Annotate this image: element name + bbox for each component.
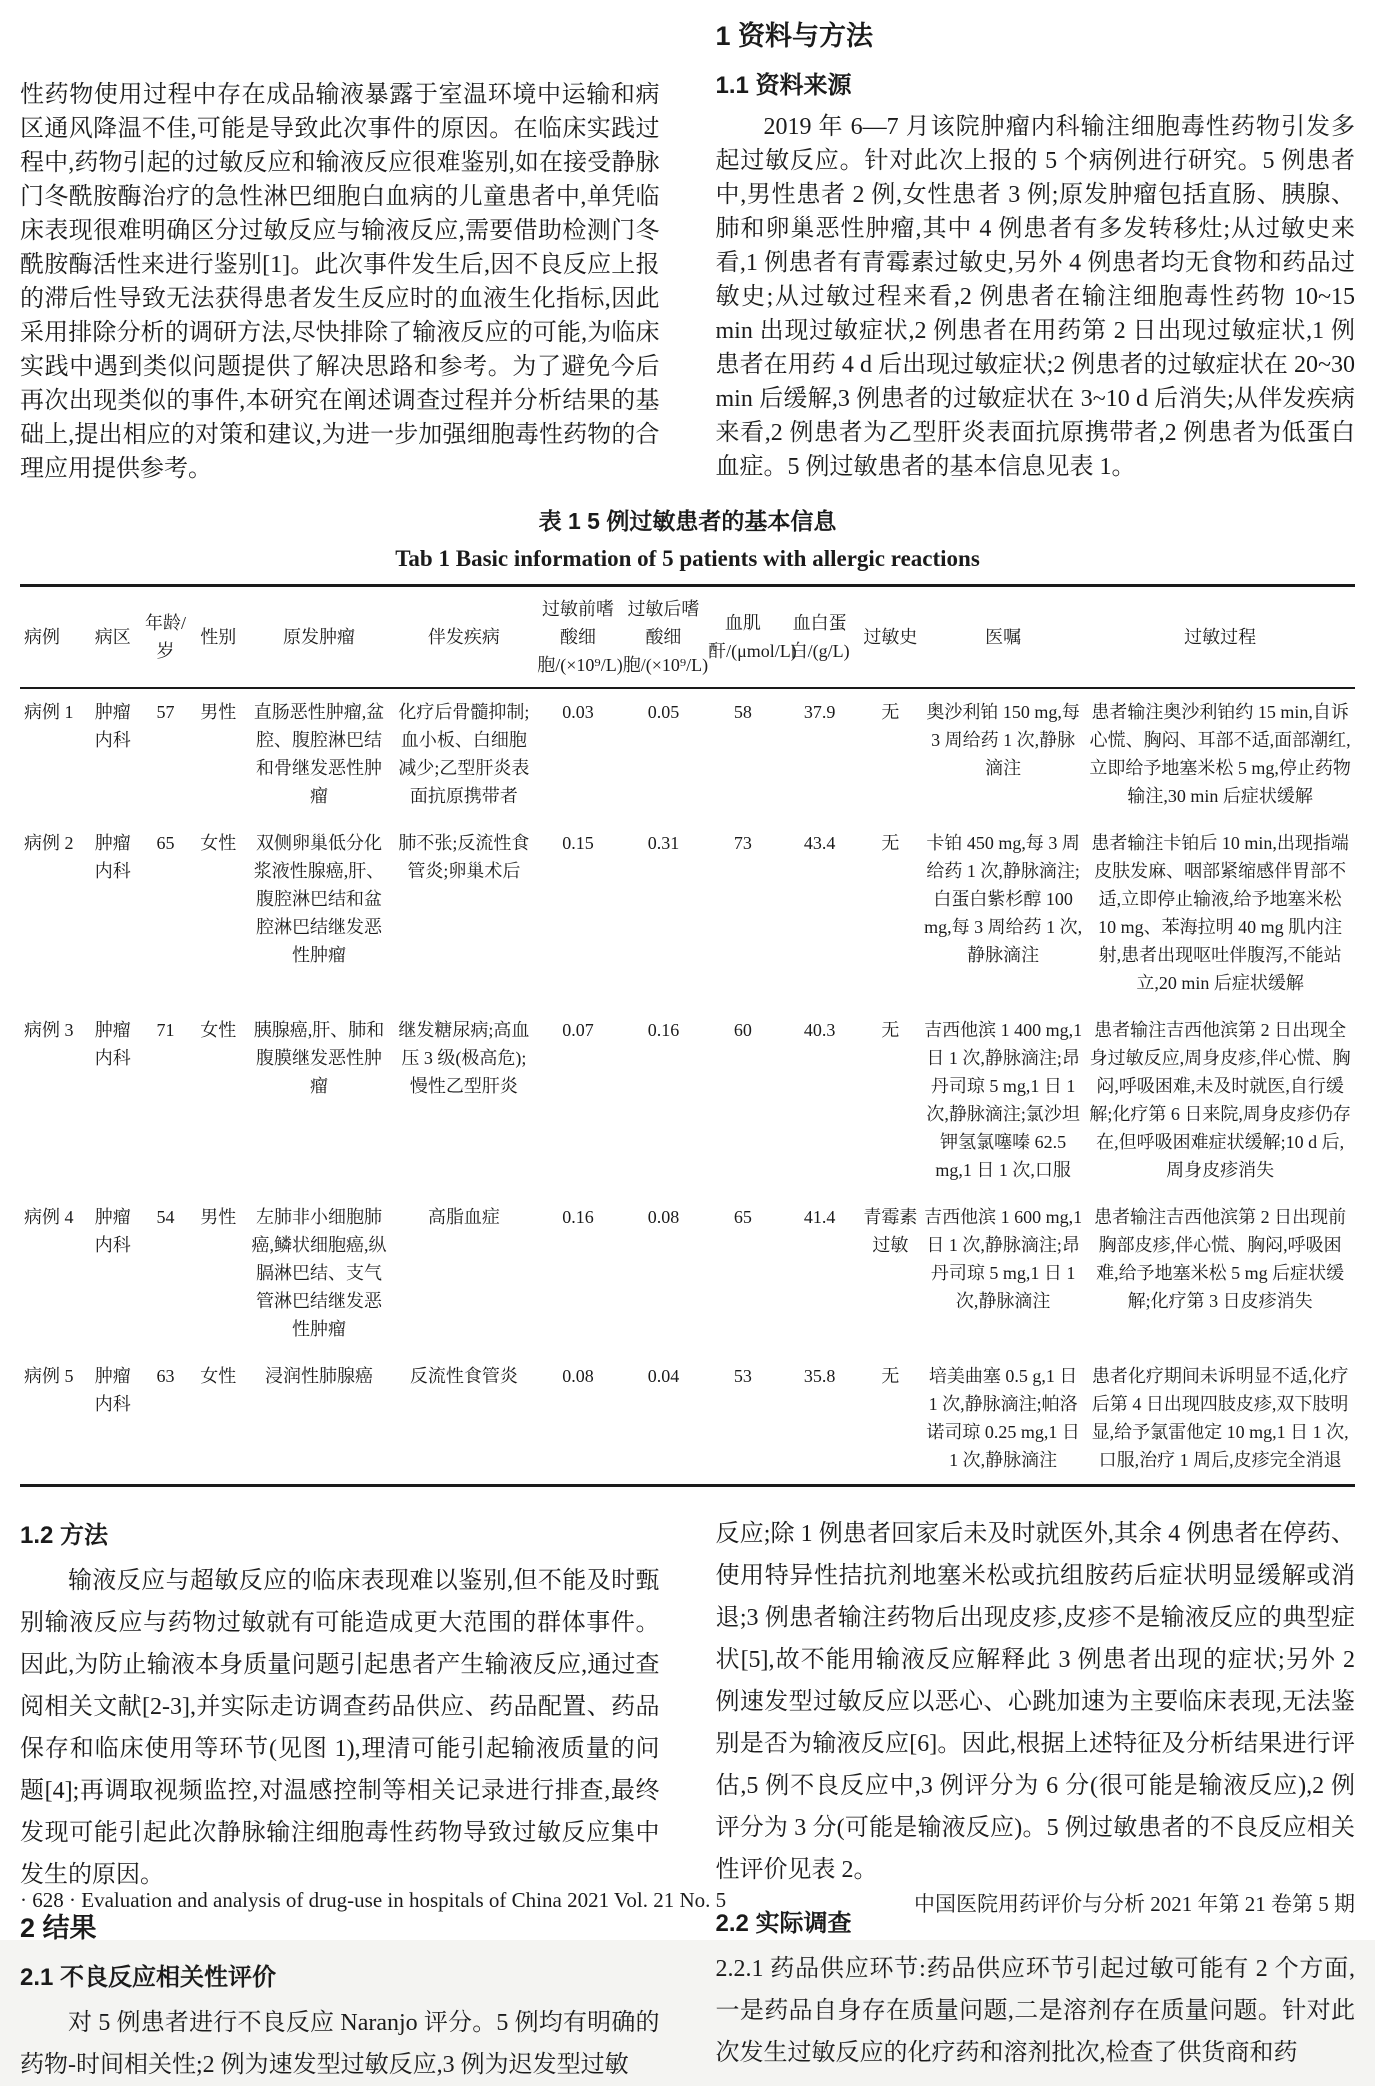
table-cell: 53	[733, 1366, 752, 1386]
column-header: 过敏前嗜酸细胞/(×10⁹/L)	[535, 586, 620, 689]
table-cell: 患者输注奥沙利铂约 15 min,自诉心慌、胸闷、耳部不适,面部潮红,立即给予地塞米松 5 mg,停止药物输注,30 min 后症状缓解	[1089, 702, 1351, 806]
bottom-two-columns	[20, 1513, 1355, 2086]
column-header: 过敏过程	[1085, 586, 1355, 689]
table-row	[20, 1194, 1355, 1353]
table-cell: 男性	[200, 702, 237, 722]
table-caption-english: Tab 1 Basic information of 5 patients with allergic reactions	[395, 546, 980, 571]
method-paragraph: 输液反应与超敏反应的临床表现难以鉴别,但不能及时甄别输液反应与药物过敏就有可能造成更大范围的群体事件。因此,为防止输液本身质量问题引起患者产生输液反应,通过查阅相关文献[2-3],并实际走访调查药品供应、药品配置、药品保存和临床使用等环节(见图 1),理清可能引起输液质量的问题[4];再调取视频监控,对温感控制等相关记录进行排查,最终发现可能引起此次静脉输注细胞毒性药物导致过敏反应集中发生的原因。	[20, 1568, 660, 1888]
column-header: 过敏史	[860, 586, 921, 689]
section-heading-data-source: 1.1 资料来源	[715, 72, 852, 99]
column-header: 病区	[85, 586, 140, 689]
table-cell: 浸润性肺腺癌	[265, 1366, 374, 1386]
table-cell: 男性	[200, 1207, 237, 1227]
table-cell: 65	[156, 833, 175, 853]
table-caption-chinese: 表 1 5 例过敏患者的基本信息	[538, 508, 837, 534]
column-header: 原发肿瘤	[246, 586, 393, 689]
column-header: 血白蛋白/(g/L)	[780, 586, 860, 689]
intro-continuation-paragraph: 性药物使用过程中存在成品输液暴露于室温环境中运输和病区通风降温不佳,可能是导致此次事件的原因。在临床实践过程中,药物引起的过敏反应和输液反应很难鉴别,如在接受静脉门冬酰胺酶治疗的急性淋巴细胞白血病的儿童患者中,单凭临床表现很难明确区分过敏反应与输液反应,需要借助检测门冬酰胺酶活性来进行鉴别[1]。此次事件发生后,因不良反应上报的滞后性导致无法获得患者发生反应时的血液生化指标,因此采用排除分析的调研方法,尽快排除了输液反应的可能,为临床实践中遇到类似问题提供了解决思路和参考。为了避免今后再次出现类似的事件,本研究在阐述调查过程并分析结果的基础上,提出相应的对策和建议,为进一步加强细胞毒性药物的合理应用提供参考。	[20, 82, 660, 482]
table-cell: 病例 2	[24, 833, 74, 853]
table-cell: 0.04	[647, 1366, 680, 1386]
left-column-top	[20, 14, 660, 486]
table-cell: 青霉素过敏	[863, 1207, 918, 1255]
footer-page-info-english: · 628 · Evaluation and analysis of drug-use in hospitals of China 2021 Vol. 21 No. 5	[20, 1888, 727, 1912]
table-cell: 0.07	[562, 1020, 594, 1040]
column-header: 伴发疾病	[392, 586, 535, 689]
table-cell: 65	[733, 1207, 752, 1227]
adr-evaluation-paragraph: 对 5 例患者进行不良反应 Naranjo 评分。5 例均有明确的药物-时间相关性;2 例为速发型过敏反应,3 例为迟发型过敏	[20, 2010, 660, 2078]
section-heading-survey: 2.2 实际调查	[715, 1910, 852, 1937]
table-cell: 肿瘤内科	[94, 1207, 131, 1255]
section-heading-materials-methods: 1 资料与方法	[715, 21, 874, 51]
table-cell: 患者输注卡铂后 10 min,出现指端皮肤发麻、咽部紧缩感伴胃部不适,立即停止输液,给予地塞米松 10 mg、苯海拉明 40 mg 肌内注射,患者出现呕吐伴腹泻,不能站立,20 min 后症状缓解	[1091, 833, 1349, 993]
table-cell: 肿瘤内科	[94, 702, 131, 750]
table-cell: 双侧卵巢低分化浆液性腺癌,肝、腹腔淋巴结和盆腔淋巴结继发恶性肿瘤	[253, 833, 385, 965]
table-cell: 化疗后骨髓抑制;血小板、白细胞减少;乙型肝炎表面抗原携带者	[398, 702, 530, 806]
table-cell: 54	[156, 1207, 175, 1227]
table-cell: 培美曲塞 0.5 g,1 日 1 次,静脉滴注;帕洛诺司琼 0.25 mg,1 日 1 次,静脉滴注	[926, 1366, 1080, 1470]
column-header: 医嘱	[921, 586, 1085, 689]
drug-supply-paragraph: 2.2.1 药品供应环节:药品供应环节引起过敏可能有 2 个方面,一是药品自身存在质量问题,二是溶剂存在质量问题。针对此次发生过敏反应的化疗药和溶剂批次,检查了供货商和药	[715, 1956, 1355, 2066]
column-header: 年龄/岁	[140, 586, 191, 689]
table-cell: 35.8	[803, 1366, 836, 1386]
table-cell: 0.16	[562, 1207, 594, 1227]
table-cell: 患者输注吉西他滨第 2 日出现全身过敏反应,周身皮疹,伴心慌、胸闷,呼吸困难,未及时就医,自行缓解;化疗第 6 日来院,周身皮疹仍存在,但呼吸困难症状缓解;10 d 后,周身皮疹消失	[1089, 1020, 1351, 1180]
left-column-bottom	[20, 1513, 660, 2086]
table-cell: 63	[156, 1366, 175, 1386]
table-cell: 反流性食管炎	[409, 1366, 518, 1386]
table-cell: 女性	[200, 1366, 237, 1386]
table-cell: 患者化疗期间未诉明显不适,化疗后第 4 日出现四肢皮疹,双下肢明显,给予氯雷他定 10 mg,1 日 1 次,口服,治疗 1 周后,皮疹完全消退	[1091, 1366, 1349, 1470]
table-cell: 0.15	[562, 833, 594, 853]
table-cell: 女性	[200, 1020, 237, 1040]
column-header: 过敏后嗜酸细胞/(×10⁹/L)	[621, 586, 706, 689]
table-cell: 73	[733, 833, 752, 853]
table-cell: 0.03	[562, 702, 594, 722]
table-cell: 胰腺癌,肝、肺和腹膜继发恶性肿瘤	[253, 1020, 385, 1096]
footer-journal-info-chinese: 中国医院用药评价与分析 2021 年第 21 卷第 5 期	[914, 1892, 1355, 1916]
page-footer	[20, 1888, 1355, 1918]
table-cell: 高脂血症	[427, 1207, 500, 1227]
top-two-columns	[20, 14, 1355, 486]
table-cell: 继发糖尿病;高血压 3 级(极高危);慢性乙型肝炎	[398, 1020, 530, 1096]
table-row	[20, 1353, 1355, 1486]
right-column-bottom	[716, 1513, 1356, 2086]
table-cell: 肿瘤内科	[94, 1020, 131, 1068]
table-cell: 0.08	[647, 1207, 680, 1227]
column-header: 性别	[191, 586, 246, 689]
table-row	[20, 1007, 1355, 1194]
table-body	[20, 688, 1355, 1486]
patients-basic-info-table	[20, 584, 1355, 1487]
table-cell: 肿瘤内科	[94, 833, 131, 881]
table-cell: 左肺非小细胞肺癌,鳞状细胞癌,纵膈淋巴结、支气管淋巴结继发恶性肿瘤	[251, 1207, 387, 1339]
table-cell: 41.4	[803, 1207, 836, 1227]
table-cell: 无	[881, 833, 900, 853]
table-row	[20, 820, 1355, 1007]
adr-continuation-paragraph: 反应;除 1 例患者回家后未及时就医外,其余 4 例患者在停药、使用特异性拮抗剂地塞米松或抗组胺药后症状明显缓解或消退;3 例患者输注药物后出现皮疹,皮疹不是输液反应的典型症状[5],故不能用输液反应解释此 3 例患者出现的症状;另外 2 例速发型过敏反应以恶心、心跳加速为主要临床表现,无法鉴别是否为输液反应[6]。因此,根据上述特征及分析结果进行评估,5 例不良反应中,3 例评分为 6 分(很可能是输液反应),2 例评分为 3 分(可能是输液反应)。5 例过敏患者的不良反应相关性评价见表 2。	[715, 1521, 1355, 1883]
table-cell: 病例 1	[24, 702, 74, 722]
section-heading-adr-evaluation: 2.1 不良反应相关性评价	[20, 1964, 277, 1991]
table-cell: 43.4	[803, 833, 836, 853]
right-column-top	[716, 14, 1356, 486]
table-1-block	[20, 504, 1355, 1487]
table-cell: 奥沙利铂 150 mg,每 3 周给药 1 次,静脉滴注	[926, 702, 1080, 778]
table-cell: 60	[733, 1020, 752, 1040]
table-cell: 患者输注吉西他滨第 2 日出现前胸部皮疹,伴心慌、胸闷,呼吸困难,给予地塞米松 5 mg 后症状缓解;化疗第 3 日皮疹消失	[1094, 1207, 1347, 1311]
table-cell: 0.05	[647, 702, 680, 722]
table-cell: 37.9	[803, 702, 836, 722]
table-cell: 0.08	[562, 1366, 594, 1386]
table-cell: 肺不张;反流性食管炎;卵巢术后	[398, 833, 530, 881]
table-cell: 女性	[200, 833, 237, 853]
table-cell: 0.16	[647, 1020, 680, 1040]
table-cell: 病例 4	[24, 1207, 74, 1227]
table-cell: 71	[156, 1020, 175, 1040]
table-cell: 57	[156, 702, 175, 722]
table-row	[20, 688, 1355, 820]
table-cell: 直肠恶性肿瘤,盆腔、腹腔淋巴结和骨继发恶性肿瘤	[253, 702, 385, 806]
table-header	[20, 586, 1355, 689]
table-cell: 病例 5	[24, 1366, 74, 1386]
table-cell: 卡铂 450 mg,每 3 周给药 1 次,静脉滴注;白蛋白紫杉醇 100 mg,每 3 周给药 1 次,静脉滴注	[924, 833, 1083, 965]
section-heading-method: 1.2 方法	[20, 1522, 109, 1549]
column-header: 血肌酐/(μmol/L)	[706, 586, 779, 689]
table-cell: 病例 3	[24, 1020, 74, 1040]
table-cell: 无	[881, 1020, 900, 1040]
column-header: 病例	[20, 586, 85, 689]
table-cell: 肿瘤内科	[94, 1366, 131, 1414]
table-cell: 吉西他滨 1 400 mg,1 日 1 次,静脉滴注;昂丹司琼 5 mg,1 日 1 次,静脉滴注;氯沙坦钾氢氯噻嗪 62.5 mg,1 日 1 次,口服	[924, 1020, 1083, 1180]
section-heading-results: 2 结果	[20, 1913, 97, 1943]
table-header-row	[20, 586, 1355, 689]
table-cell: 无	[881, 702, 900, 722]
data-source-paragraph: 2019 年 6—7 月该院肿瘤内科输注细胞毒性药物引发多起过敏反应。针对此次上报的 5 个病例进行研究。5 例患者中,男性患者 2 例,女性患者 3 例;原发肿瘤包括直肠、胰腺、肺和卵巢恶性肿瘤,其中 4 例患者有多发转移灶;从过敏史来看,1 例患者有青霉素过敏史,另外 4 例患者均无食物和药品过敏史;从过敏过程来看,2 例患者在输注细胞毒性药物 10~15 min 出现过敏症状,2 例患者在用药第 2 日出现过敏症状,1 例患者在用药 4 d 后出现过敏症状;2 例患者的过敏症状在 20~30 min 后缓解,3 例患者的过敏症状在 3~10 d 后消失;从伴发疾病来看,2 例患者为乙型肝炎表面抗原携带者,2 例患者为低蛋白血症。5 例过敏患者的基本信息见表 1。	[715, 114, 1355, 480]
table-cell: 吉西他滨 1 600 mg,1 日 1 次,静脉滴注;昂丹司琼 5 mg,1 日 1 次,静脉滴注	[924, 1207, 1083, 1311]
table-cell: 58	[733, 702, 752, 722]
table-cell: 0.31	[647, 833, 680, 853]
table-cell: 40.3	[803, 1020, 836, 1040]
table-cell: 无	[881, 1366, 900, 1386]
